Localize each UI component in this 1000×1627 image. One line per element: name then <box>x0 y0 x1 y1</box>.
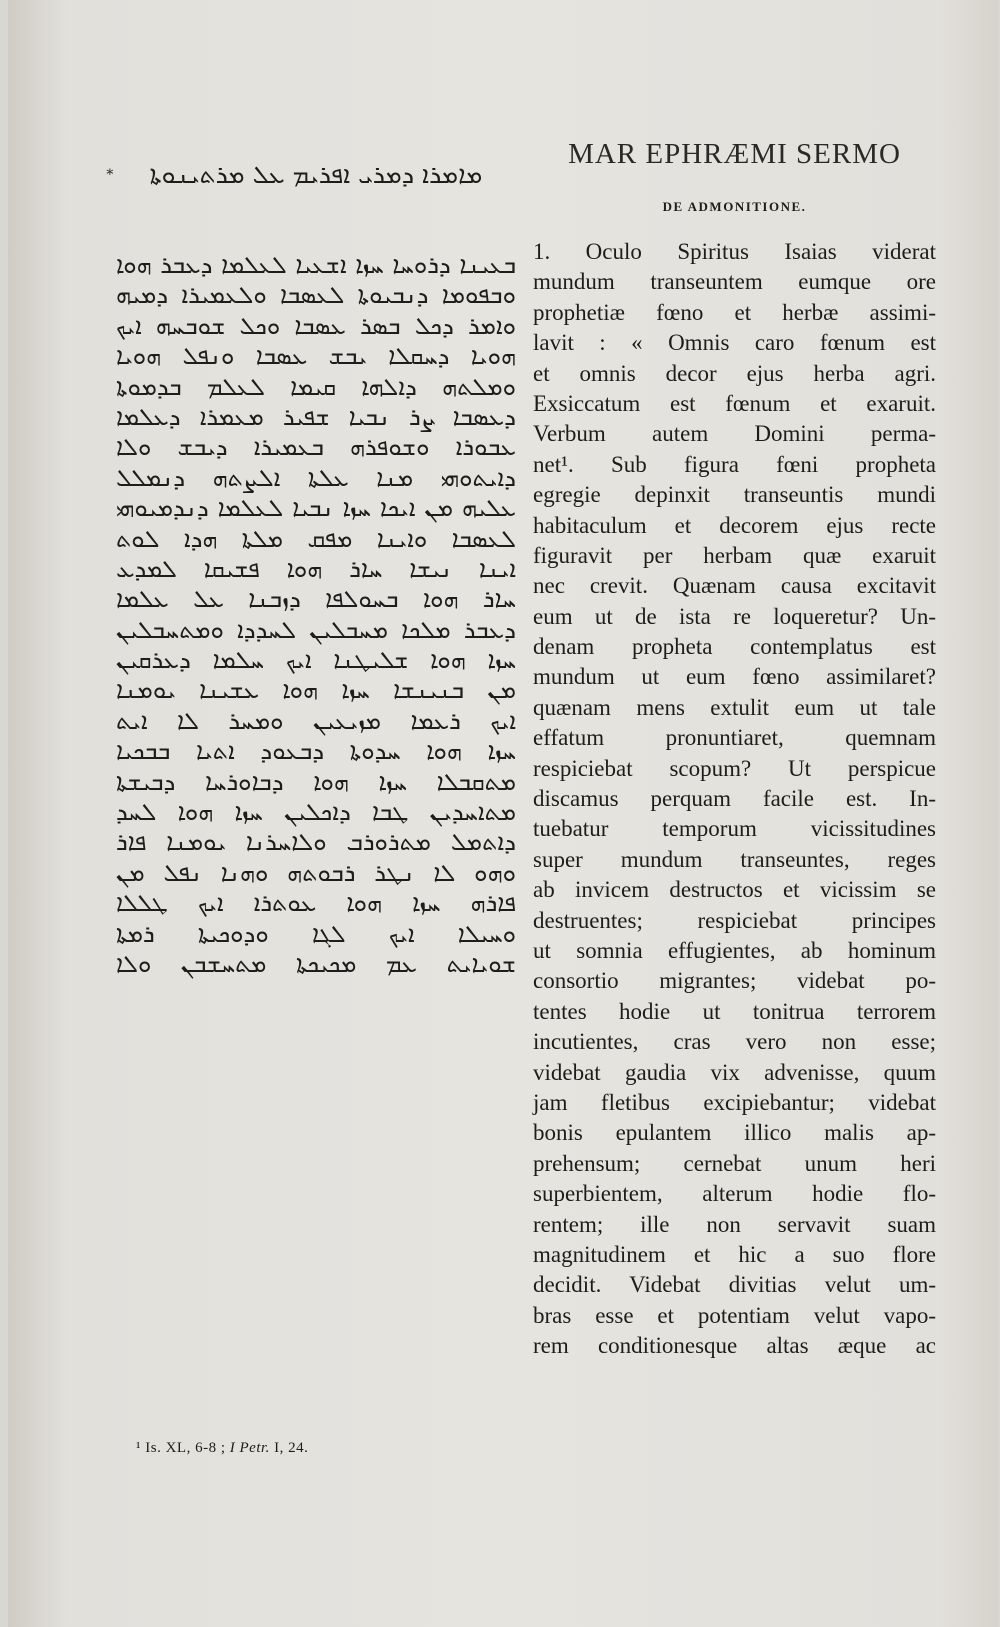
latin-text-line: ab invicem destructos et vicissim se <box>533 877 936 903</box>
syriac-text-line: ܘܡܠܬܗ ܕܐܠܗܐ ܩܝܡܐ ܠܥܠܡ ܒܕܡܘܬܐ <box>116 372 516 401</box>
syriac-text-line: ܡܢ ܒܢܝܢܫܐ ܚܙܐ ܗܘܐ ܥܫܝܢܐ ܝܘܡܢܐ <box>116 676 516 705</box>
footnote-text-b: I, 24. <box>269 1440 309 1456</box>
footnote-text-italic: I Petr. <box>229 1440 270 1456</box>
syriac-text-line: ܫܘܝܐܝܬ ܥܡ ܡܟܝܟܬܐ ܡܬܚܫܒܢ ܘܠܐ <box>116 949 516 978</box>
syriac-text-line: ܐܝܢܐ ܢܝܫܐ ܚܐܪ ܗܘܐ ܦܫܝܩܐ ܠܡܕܥ <box>116 554 516 583</box>
latin-text-line: ut somnia effugientes, ab hominum <box>533 937 936 963</box>
latin-text-line: 1. Oculo Spiritus Isaias viderat <box>533 239 936 264</box>
latin-text-line: respiciebat scopum? Ut perspicue <box>533 755 936 781</box>
syriac-text-line: ܘܒܦܘܡܐ ܕܢܒܝܘܬܐ ܠܥܣܒܐ ܘܠܥܡܝܪܐ ܕܡܝܗ <box>116 281 516 310</box>
page-title: MAR EPHRÆMI SERMO <box>568 138 901 170</box>
latin-text-line: net¹. Sub figura fœni propheta <box>533 451 936 477</box>
latin-text-line: Verbum autem Domini perma- <box>533 421 936 447</box>
latin-text-line: eum ut de ista re loqueretur? Un- <box>533 603 936 629</box>
syriac-text-line: ܗܘܝܐ ܕܚܩܠܐ ܝܒܫ ܥܣܒܐ ܘܢܦܠ ܗܘܝܐ <box>116 342 516 371</box>
latin-text-line: incutientes, cras vero non esse; <box>533 1029 936 1055</box>
syriac-text-line: ܘܚܝܠܐ ܐܝܟ ܠܓܐ ܘܕܘܟܝܬܐ ܪܡܬܐ <box>116 919 516 948</box>
latin-text-line: figuravit per herbam quæ exaruit <box>533 542 936 568</box>
syriac-text-line: ܚܙܐ ܗܘܐ ܫܠܝܛܢܐ ܐܝܟ ܚܠܡܐ ܕܥܪܩܝܢ <box>116 646 516 675</box>
syriac-text-line: ܘܗܘ ܠܐ ܢܛܪ ܪܒܘܬܗ ܘܗܢܐ ܢܦܠ ܡܢ <box>116 858 516 887</box>
latin-text-line: tuebatur temporum vicissitudines <box>533 816 936 842</box>
latin-text-line: mundum transeuntem eumque ore <box>533 269 936 295</box>
latin-text-line: superbientem, alterum hodie flo- <box>533 1181 936 1207</box>
latin-text-line: mundum ut eum fœno assimilaret? <box>533 664 936 690</box>
latin-text-line: rentem; ille non servavit suam <box>533 1211 936 1237</box>
syriac-text-line: ܕܥܣܒܐ ܨܪ ܢܒܝܐ ܫܦܝܪ ܡܥܡܪܐ ܕܥܠܡܐ <box>116 402 516 431</box>
syriac-text-line: ܘܐܡܪ ܕܟܠ ܒܣܪ ܥܣܒܐ ܘܟܠ ܫܘܒܚܗ ܐܝܟ <box>116 311 516 340</box>
page-subtitle: DE ADMONITIONE. <box>662 199 807 214</box>
latin-text-line: quænam mens extulit eum ut tale <box>533 694 936 720</box>
latin-text-line: jam fletibus excipiebantur; videbat <box>533 1089 936 1115</box>
latin-text-line: nec crevit. Quænam causa excitavit <box>533 573 936 599</box>
latin-text-line: destruentes; respiciebat principes <box>533 907 936 933</box>
latin-text-line: Exsiccatum est fœnum et exaruit. <box>533 390 936 416</box>
latin-text-line: denam propheta contemplatus est <box>533 634 936 660</box>
syriac-text-line: ܦܐܪܗ ܚܙܐ ܗܘܐ ܥܘܬܪܐ ܐܝܟ ܛܠܠܐ <box>116 889 516 918</box>
syriac-text-line: ܕܐܝܬܘܗܝ ܡܢܐ ܥܠܬܐ ܐܠܨܬܗ ܕܢܡܠܠ <box>116 463 516 492</box>
syriac-text-line: ܥܠܝܗ ܡܢ ܐܝܟܐ ܚܙܐ ܢܒܝܐ ܠܥܠܡܐ ܕܢܕܡܝܘܗܝ <box>116 494 516 523</box>
book-page <box>8 0 998 1627</box>
latin-text-block <box>533 237 936 1361</box>
latin-text-line: discamus perquam facile est. In- <box>533 786 936 812</box>
latin-text-line: rem conditionesque altas æque ac <box>533 1333 936 1359</box>
latin-text-line: decidit. Videbat divitias velut um- <box>533 1272 936 1298</box>
latin-column <box>533 138 936 1361</box>
margin-mark: ∗ <box>105 165 115 180</box>
syriac-text-line: ܚܐܪ ܗܘܐ ܒܚܘܠܦܐ ܕܙܒܢܐ ܥܠ ܥܠܡܐ <box>116 585 516 614</box>
syriac-text-line: ܕܥܒܪ ܡܠܟܐ ܡܚܒܠܝܢ ܠܚܕܕܐ ܘܡܬܚܒܠܝܢ <box>116 615 516 644</box>
footnote <box>136 1440 308 1457</box>
syriac-text-line: ܠܥܣܒܐ ܘܐܝܢܐ ܡܦܩ ܡܠܬܐ ܗܕܐ ܠܘܬ <box>116 524 516 553</box>
syriac-column <box>116 160 516 979</box>
latin-text-line: prophetiæ fœno et herbæ assimi- <box>533 299 936 325</box>
latin-text-line: lavit : « Omnis caro fœnum est <box>533 330 936 356</box>
latin-text-line: super mundum transeuntes, reges <box>533 846 936 872</box>
latin-text-line: magnitudinem et hic a suo flore <box>533 1241 936 1267</box>
latin-text-line: et omnis decor ejus herba agri. <box>533 360 936 386</box>
latin-text-line: egregie depinxit transeuntis mundi <box>533 482 936 508</box>
latin-text-line: bonis epulantem illico malis ap- <box>533 1120 936 1146</box>
footnote-text-a: Is. XL, 6-8 ; <box>145 1440 230 1456</box>
latin-text-line: tentes hodie ut tonitrua terrorem <box>533 998 936 1024</box>
syriac-text-line: ܒܥܝܢܐ ܕܪܘܚܐ ܚܙܐ ܐܫܥܝܐ ܠܥܠܡܐ ܕܥܒܪ ܗܘܐ <box>116 251 516 279</box>
syriac-text-line: ܥܒܘܪܐ ܘܫܘܦܪܗ ܒܥܡܝܪܐ ܕܝܒܫ ܘܠܐ <box>116 433 516 462</box>
latin-text-line: effatum pronuntiaret, quemnam <box>533 725 936 751</box>
syriac-text-line: ܚܙܐ ܗܘܐ ܚܕܘܬܐ ܕܒܥܘܕ ܐܬܝܐ ܒܒܟܝܐ <box>116 737 516 766</box>
latin-text-line: videbat gaudia vix advenisse, quum <box>533 1059 936 1085</box>
latin-text-line: consortio migrantes; videbat po- <box>533 968 936 994</box>
latin-text-line: prehensum; cernebat unum heri <box>533 1150 936 1176</box>
syriac-text-block <box>116 250 516 979</box>
syriac-text-line: ܡܬܩܒܠܐ ܚܙܐ ܗܘܐ ܕܒܐܘܪܚܐ ܕܒܝܫܬܐ <box>116 767 516 796</box>
latin-text-line: habitaculum et decorem ejus recte <box>533 512 936 538</box>
latin-text-line: bras esse et potentiam velut vapo- <box>533 1302 936 1328</box>
footnote-marker: ¹ <box>136 1440 141 1456</box>
syriac-title: ܡܐܡܪܐ ܕܡܪܝ ܐܦܪܝܡ ܥܠ ܡܪܬܝܢܘܬܐ <box>149 160 483 189</box>
syriac-text-line: ܐܝܟ ܪܥܡܐ ܡܙܝܥܝܢ ܘܡܚܪ ܠܐ ܐܝܬ <box>116 706 516 735</box>
syriac-text-line: ܕܐܬܡܠ ܡܬܪܘܪܒ ܘܠܐܚܪܢܐ ܝܘܡܢܐ ܦܐܪ <box>116 828 516 857</box>
syriac-text-line: ܡܬܐܚܕܝܢ ܛܒܐ ܕܐܟܠܝܢ ܚܙܐ ܗܘܐ ܠܚܕ <box>116 798 516 827</box>
